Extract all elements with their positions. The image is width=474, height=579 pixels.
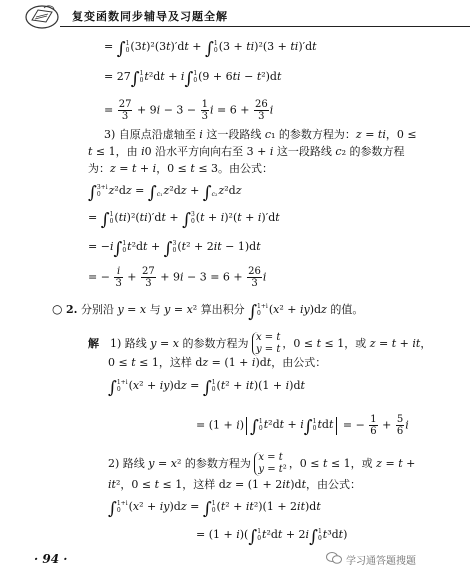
text-line: 为：z = t + i，0 ≤ t ≤ 3。由公式： — [88, 162, 274, 175]
page-header — [0, 0, 474, 34]
text-line: t ≤ 1，由 i0 沿水平方向向右至 3 + i 这一段路线 c₂ 的参数方程 — [88, 145, 405, 158]
equation-line: ∫ 3+i 0 z²dz = ∫ c₁ z²dz + ∫ c₂ z²dz — [88, 183, 242, 203]
equation-line: = 27∫ 1 0 t²dt + i∫ 1 0 (9 + 6ti − t²)dt — [104, 69, 282, 89]
equation-line: = −i∫ 1 0 t²dt + ∫ 3 0 (t² + 2it − 1)dt — [88, 239, 261, 259]
problem-statement: ○ 2. 分别沿 y = x 与 y = x² 算出积分 ∫ 1+i 0 (x² + iy)dz 的值。 — [52, 302, 364, 322]
equation-line: = − $\frac{i}{3}$ + $\frac{27}{3}$ + 9i − 3 = 6 + $\frac{26}{3}$ i — [88, 266, 267, 289]
equation-line: = ∫ 1 0 (ti)²(ti)′dt + ∫ 3 0 (t + i)²(t + i)′dt — [88, 210, 280, 230]
header-divider — [60, 26, 470, 27]
solution-line: 解 1) 路线 y = x 的参数方程为 x = t y = t ，0 ≤ t ≤ 1，或 z = t + it， — [88, 332, 432, 355]
watermark-text: 学习通答题搜题 — [346, 556, 416, 567]
equation-line: = $\frac{27}{3}$ + 9i − 3 − $\frac{1}{3}$ i = 6 + $\frac{26}{3}$ i — [104, 99, 274, 122]
equation-line: ∫ 1+i 0 (x² + iy)dz = ∫ 1 0 (t² + it²)(1 + 2it)dt — [108, 499, 321, 519]
equation-line: ∫ 1+i 0 (x² + iy)dz = ∫ 1 0 (t² + it)(1 + i)dt — [108, 378, 305, 398]
chat-bubble-icon — [326, 551, 342, 565]
text-line: 2) 路线 y = x² 的参数方程为 x = t y = t² ，0 ≤ t ≤ 1，或 z = t + — [108, 452, 416, 475]
text-line: 3) 自原点沿虚轴至 i 这一段路线 c₁ 的参数方程为：z = ti，0 ≤ — [104, 128, 417, 141]
text-line: 0 ≤ t ≤ 1，这样 dz = (1 + i)dt，由公式： — [108, 356, 327, 369]
book-logo-icon — [24, 2, 60, 30]
page-number: · 94 · — [34, 552, 68, 566]
equation-line: = (1 + i)(∫ 1 0 t²dt + 2i∫ 1 0 t³dt) — [196, 527, 348, 547]
header-title: 复变函数同步辅导及习题全解 — [72, 10, 228, 23]
text-line: it²，0 ≤ t ≤ 1，这样 dz = (1 + 2it)dt，由公式： — [108, 478, 361, 491]
equation-line: = ∫ 1 0 (3t)²(3t)′dt + ∫ 1 0 (3 + ti)²(3 + ti)′dt — [104, 39, 317, 59]
equation-line: = (1 + i) ∫ 1 0 t²dt + i∫ 1 0 tdt = − $\frac{1}{6}$ + $\frac{5}{6}$ i — [196, 414, 409, 437]
